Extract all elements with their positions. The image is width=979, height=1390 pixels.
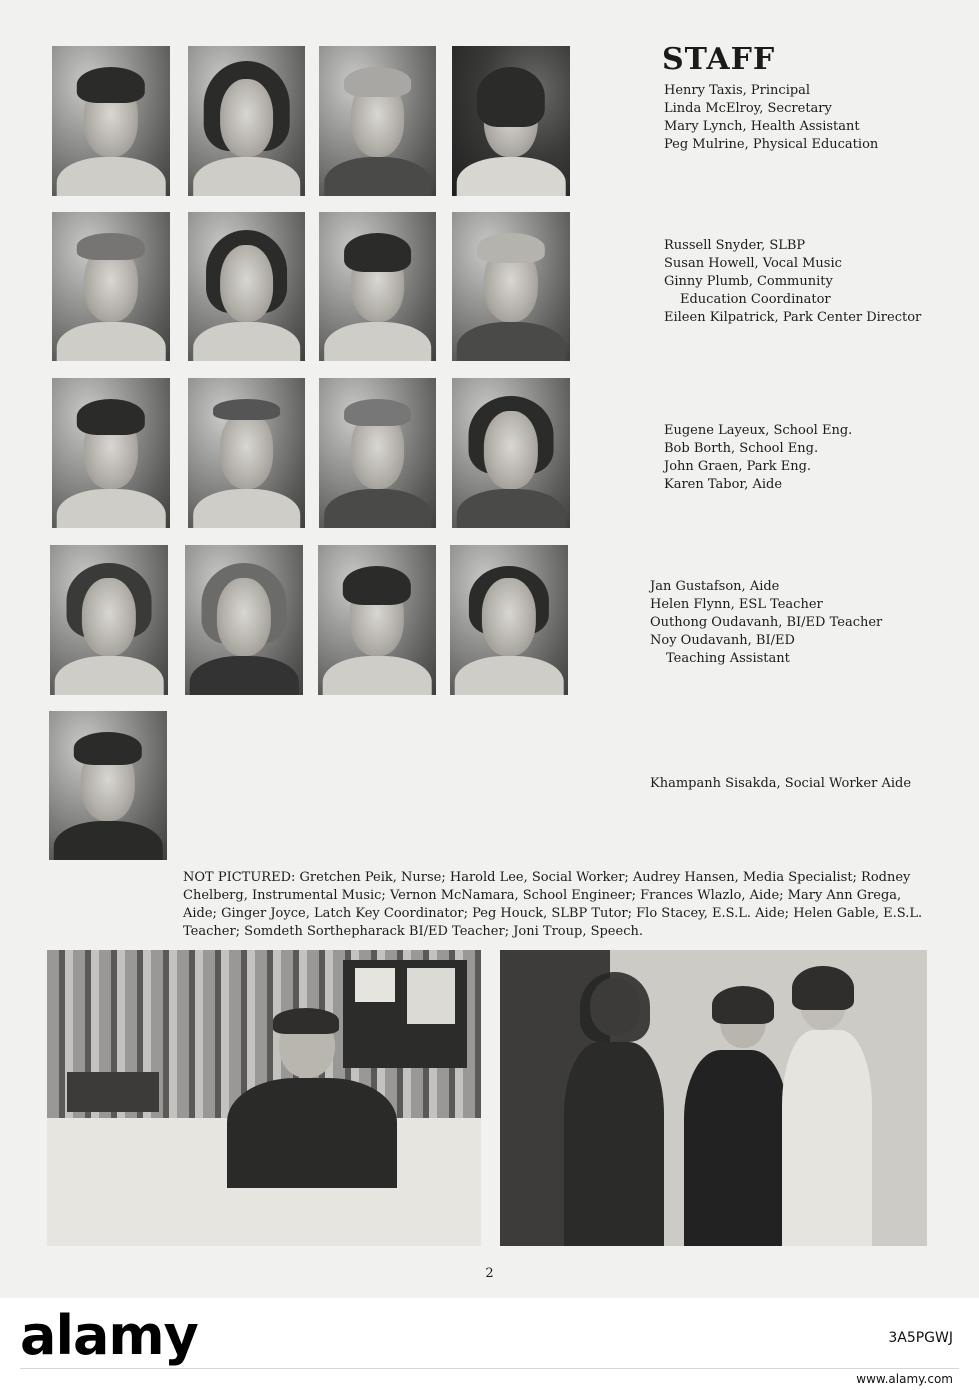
staff-name: Ginny Plumb, Community bbox=[664, 274, 833, 289]
portrait-photo bbox=[452, 212, 570, 361]
staff-name: Teaching Assistant bbox=[666, 651, 790, 666]
staff-name: Jan Gustafson, Aide bbox=[650, 579, 780, 594]
footer-url: www.alamy.com bbox=[856, 1372, 953, 1386]
page-number: 2 bbox=[485, 1266, 494, 1281]
footer-divider bbox=[20, 1368, 959, 1369]
portrait-photo bbox=[452, 378, 570, 528]
portrait-photo bbox=[185, 545, 303, 695]
not-pictured-paragraph: NOT PICTURED: Gretchen Peik, Nurse; Harold Lee, Social Worker; Audrey Hansen, Media Specialist; Rodney Chelberg, Instrumental Music; Vernon McNamara, School Engineer; Frances Wlazlo, Aide; Mary Ann Grega, Aide; Ginger Joyce, Latch Key Coordinator; Peg Houck, SLBP Tutor; Flo Stacey, E.S.L. Aide; Helen Gable, E.S.L. Teacher; Somdeth Sorthepharack BI/ED Teacher; Joni Troup, Speech. bbox=[183, 870, 923, 939]
candid-photo-office bbox=[47, 950, 481, 1246]
portrait-photo bbox=[188, 212, 305, 361]
image-id: 3A5PGWJ bbox=[888, 1330, 953, 1346]
page-title: STAFF bbox=[662, 42, 776, 77]
staff-name: Khampanh Sisakda, Social Worker Aide bbox=[650, 776, 912, 791]
portrait-photo bbox=[52, 378, 170, 528]
staff-names-row-5 bbox=[650, 775, 911, 793]
staff-name: Eileen Kilpatrick, Park Center Director bbox=[664, 310, 922, 325]
staff-name: Linda McElroy, Secretary bbox=[664, 101, 832, 116]
alamy-logo: alamy bbox=[20, 1304, 198, 1367]
portrait-photo bbox=[49, 711, 167, 860]
staff-name: Education Coordinator bbox=[680, 292, 831, 307]
portrait-photo bbox=[319, 378, 436, 528]
portrait-photo bbox=[50, 545, 168, 695]
staff-name: Noy Oudavanh, BI/ED bbox=[650, 633, 795, 648]
staff-name: Mary Lynch, Health Assistant bbox=[664, 119, 860, 134]
portrait-photo bbox=[52, 212, 170, 361]
staff-name: Helen Flynn, ESL Teacher bbox=[650, 597, 823, 612]
portrait-photo bbox=[319, 212, 436, 361]
staff-name: John Graen, Park Eng. bbox=[664, 459, 812, 474]
staff-name: Peg Mulrine, Physical Education bbox=[664, 137, 879, 152]
candid-photo-group bbox=[500, 950, 927, 1246]
portrait-photo bbox=[52, 46, 170, 196]
staff-names-row-2 bbox=[664, 237, 921, 327]
staff-name: Susan Howell, Vocal Music bbox=[664, 256, 842, 271]
staff-name: Eugene Layeux, School Eng. bbox=[664, 423, 853, 438]
staff-names-row-1 bbox=[664, 82, 878, 154]
staff-name: Outhong Oudavanh, BI/ED Teacher bbox=[650, 615, 883, 630]
portrait-photo bbox=[188, 378, 305, 528]
staff-name: Karen Tabor, Aide bbox=[664, 477, 783, 492]
staff-name: Russell Snyder, SLBP bbox=[664, 238, 806, 253]
portrait-photo bbox=[452, 46, 570, 196]
staff-names-row-3 bbox=[664, 422, 852, 494]
portrait-photo bbox=[318, 545, 436, 695]
stock-footer bbox=[0, 1298, 979, 1390]
portrait-photo bbox=[319, 46, 436, 196]
portrait-photo bbox=[188, 46, 305, 196]
staff-name: Henry Taxis, Principal bbox=[664, 83, 811, 98]
staff-names-row-4 bbox=[650, 578, 882, 668]
portrait-photo bbox=[450, 545, 568, 695]
staff-name: Bob Borth, School Eng. bbox=[664, 441, 819, 456]
